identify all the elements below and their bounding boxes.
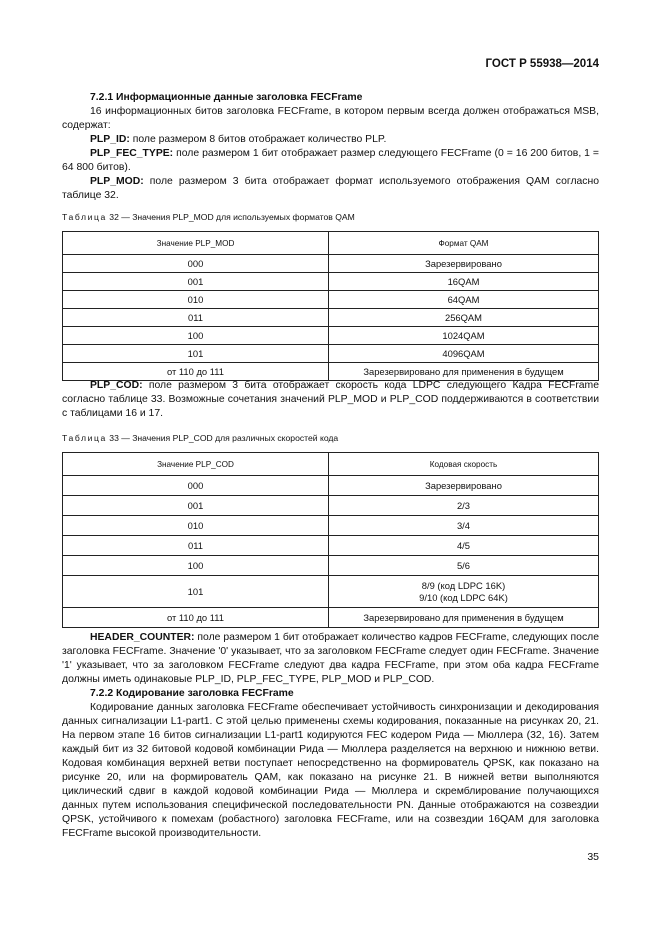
field-text: поле размером 8 битов отображает количество PLP. — [129, 134, 387, 145]
table-row — [63, 273, 599, 291]
table-cell: 001 — [63, 496, 329, 516]
table-cell: 000 — [63, 476, 329, 496]
field-text: поле размером 1 бит отображает количество кадров FECFrame, следующих после заголовка FECFrame. Значение '0' указывает, что за заголовком FECFrame следует один FECFrame. Значение '1' указывает, что за заголовком FECFrame следуют два кадра FECFrame, при этом оба кадра FECFrame должны иметь одинаковые PLP_ID, PLP_FEC_TYPE, PLP_MOD и PLP_COD. — [62, 632, 599, 685]
table-row — [63, 536, 599, 556]
field-text: поле размером 3 бита отображает скорость кода LDPC следующего Кадра FECFrame согласно таблице 33. Возможные сочетания значений PLP_MOD и PLP_COD поддерживаются в соответствии с таблицами 16 и 17. — [62, 380, 599, 419]
section-text: Кодирование данных заголовка FECFrame обеспечивает устойчивость синхронизации и декодирования данных сигнализации L1-part1. С этой целью применены схемы кодирования, показанные на рисунках 20, 21. На первом этапе 16 битов сигнализации L1-part1 кодируются FEC кодером Рида — Мюллера (32, 16). Затем каждый бит из 32 битовой кодовой комбинации Рида — Мюллера разделяется на верхнюю и нижнюю ветви. Кодовая комбинация верхней ветви поступает непосредственно на формирователь QPSK, как показано на рисунке 20, или на формирователь QAM, как показано на рисунке 21. В нижней ветви выполняются циклический сдвиг в каждой кодовой комбинации Рида — Мюллера и скремблирование получающихся данных путем использования специфической последовательности PN. Данные отображаются на созвездии QPSK, устойчивого к помехам (робастного) заголовка FECFrame, или на созвездии 16QAM для заголовка FECFrame высокой производительности. — [62, 702, 599, 839]
table-row — [63, 496, 599, 516]
field-plp-mod — [62, 175, 599, 203]
table-cell: 010 — [63, 516, 329, 536]
table-cell: 101 — [63, 576, 329, 608]
cell-line: 9/10 (код LDPC 64K) — [419, 591, 508, 603]
table-row — [63, 476, 599, 496]
caption-label: Таблица — [62, 212, 107, 222]
page-number: 35 — [587, 851, 599, 863]
table-row — [63, 608, 599, 628]
table32-caption — [62, 212, 355, 222]
caption-label: Таблица — [62, 433, 107, 443]
field-plp-id — [62, 133, 599, 147]
table-cell: 5/6 — [329, 556, 599, 576]
table-cell: 010 — [63, 291, 329, 309]
table-row — [63, 345, 599, 363]
table-cell: 001 — [63, 273, 329, 291]
table-row — [63, 255, 599, 273]
cell-line: 8/9 (код LDPC 16K) — [421, 579, 506, 591]
field-name: HEADER_COUNTER: — [90, 632, 195, 643]
table-cell: 4/5 — [329, 536, 599, 556]
field-name: PLP_ID: — [90, 134, 130, 145]
field-plp-cod — [62, 379, 599, 421]
column-header: Кодовая скорость — [329, 453, 599, 476]
table-cell: 101 — [63, 345, 329, 363]
field-name: PLP_MOD: — [90, 176, 144, 187]
field-text: поле размером 1 бит отображает размер следующего FECFrame (0 = 16 200 битов, 1 = 64 800 битов). — [62, 148, 599, 173]
caption-text: 33 — Значения PLP_COD для различных скоростей кода — [106, 433, 339, 443]
standard-header: ГОСТ Р 55938—2014 — [485, 58, 599, 70]
table-cell: 011 — [63, 536, 329, 556]
table-row — [63, 363, 599, 381]
table-row — [63, 309, 599, 327]
table-row — [63, 556, 599, 576]
table-header-row — [63, 453, 599, 476]
table-cell — [329, 576, 599, 608]
table-row — [63, 291, 599, 309]
table-cell: Зарезервировано для применения в будущем — [329, 608, 599, 628]
table-cell: 2/3 — [329, 496, 599, 516]
section-title: 7.2.2 Кодирование заголовка FECFrame — [90, 688, 294, 699]
field-name: PLP_FEC_TYPE: — [90, 148, 174, 159]
table-cell: 100 — [63, 556, 329, 576]
field-name: PLP_COD: — [90, 380, 143, 391]
table-cell: 256QAM — [329, 309, 599, 327]
table-row — [63, 516, 599, 536]
column-header: Значение PLP_MOD — [63, 232, 329, 255]
field-plp-fec-type — [62, 147, 599, 175]
table-cell: от 110 до 111 — [63, 363, 329, 381]
table-cell: Зарезервировано для применения в будущем — [329, 363, 599, 381]
section-title: 7.2.1 Информационные данные заголовка FECFrame — [90, 92, 363, 103]
table33-caption — [62, 433, 338, 443]
table-cell: 3/4 — [329, 516, 599, 536]
table-cell: Зарезервировано — [329, 476, 599, 496]
table-cell: 011 — [63, 309, 329, 327]
table-header-row — [63, 232, 599, 255]
body-text-lower — [62, 631, 599, 841]
table-cell: 16QAM — [329, 273, 599, 291]
table-cell: 4096QAM — [329, 345, 599, 363]
caption-text: 32 — Значения PLP_MOD для используемых форматов QAM — [106, 212, 355, 222]
field-text: поле размером 3 бита отображает формат используемого отображения QAM согласно таблице 32. — [62, 176, 599, 201]
table-cell: 100 — [63, 327, 329, 345]
table-row — [63, 327, 599, 345]
column-header: Значение PLP_COD — [63, 453, 329, 476]
table-cell: от 110 до 111 — [63, 608, 329, 628]
table-cell: 1024QAM — [329, 327, 599, 345]
table-cell: 64QAM — [329, 291, 599, 309]
column-header: Формат QAM — [329, 232, 599, 255]
plp-cod-paragraph — [62, 379, 599, 421]
field-header-counter — [62, 631, 599, 687]
section-intro: 16 информационных битов заголовка FECFrame, в котором первым всегда должен отображаться MSB, содержат: — [62, 106, 599, 131]
table-33 — [62, 452, 599, 628]
table-row — [63, 576, 599, 608]
section-7-2-1 — [62, 91, 599, 203]
table-cell: 000 — [63, 255, 329, 273]
table-cell: Зарезервировано — [329, 255, 599, 273]
table-32 — [62, 231, 599, 381]
